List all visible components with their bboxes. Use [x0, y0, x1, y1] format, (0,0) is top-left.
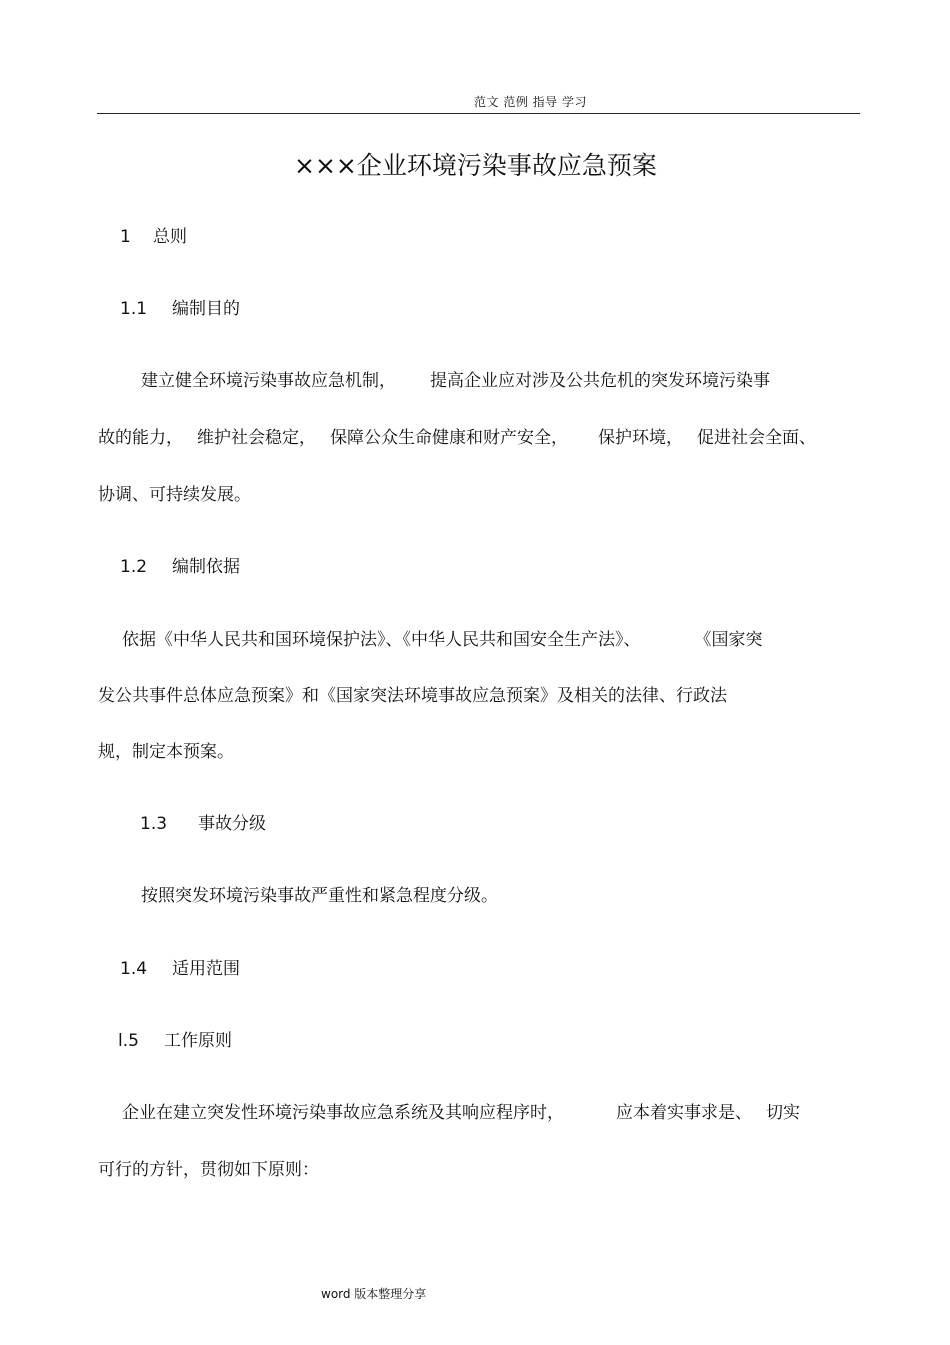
section-title: 适用范围: [172, 959, 240, 979]
section-heading-1-5: [118, 1026, 232, 1051]
document-title: ×××企业环境污染事故应急预案: [294, 151, 657, 180]
section-heading-1-1: [120, 294, 240, 319]
text-segment: 建立健全环境污染事故应急机制，: [141, 371, 396, 391]
section-number: 1: [120, 227, 131, 247]
paragraph-line: [98, 423, 816, 448]
text-segment: 企业在建立突发性环境污染事故应急系统及其响应程序时，: [122, 1103, 564, 1123]
text-segment: 切实: [766, 1103, 800, 1123]
paragraph-line: 协调、可持续发展。: [98, 485, 251, 505]
text-segment: 故的能力，: [98, 428, 183, 448]
paragraph-line: 可行的方针，贯彻如下原则：: [98, 1160, 319, 1180]
section-title: 事故分级: [198, 814, 266, 834]
section-heading-1-4: [120, 954, 240, 979]
section-title: 编制依据: [172, 557, 240, 577]
text-segment: 促进社会全面、: [697, 428, 816, 448]
section-number: 1.3: [140, 814, 168, 834]
section-heading-1-3: [140, 809, 266, 834]
paragraph-line: 发公共事件总体应急预案》和《国家突法环境事故应急预案》及相关的法律、行政法: [98, 686, 727, 706]
text-segment: 应本着实事求是、: [616, 1103, 752, 1123]
section-number: l.5: [118, 1031, 139, 1051]
paragraph-line: 规，制定本预案。: [98, 742, 234, 762]
section-title: 编制目的: [172, 299, 240, 319]
section-title: 工作原则: [164, 1031, 232, 1051]
paragraph-line: 按照突发环境污染事故严重性和紧急程度分级。: [141, 886, 498, 906]
text-segment: 《国家突: [694, 630, 763, 650]
text-segment: 提高企业应对涉及公共危机的突发环境污染事: [430, 371, 770, 391]
section-number: 1.2: [120, 557, 148, 577]
section-heading-1: [120, 222, 187, 247]
text-segment: 保障公众生命健康和财产安全，: [330, 428, 568, 448]
paragraph-line: [141, 366, 770, 391]
section-title: 总则: [153, 227, 187, 247]
section-heading-1-2: [120, 552, 240, 577]
text-segment: 依据《中华人民共和国环境保护法》、《中华人民共和国安全生产法》、: [122, 630, 641, 650]
section-number: 1.1: [120, 299, 148, 319]
text-segment: 保护环境，: [598, 428, 683, 448]
text-segment: 维护社会稳定，: [197, 428, 316, 448]
page-footer: word 版本整理分享: [321, 1287, 427, 1301]
paragraph-line: [122, 625, 763, 650]
section-number: 1.4: [120, 959, 148, 979]
header-divider: [97, 113, 860, 114]
page-header: 范文 范例 指导 学习: [474, 95, 587, 109]
paragraph-line: [122, 1098, 800, 1123]
